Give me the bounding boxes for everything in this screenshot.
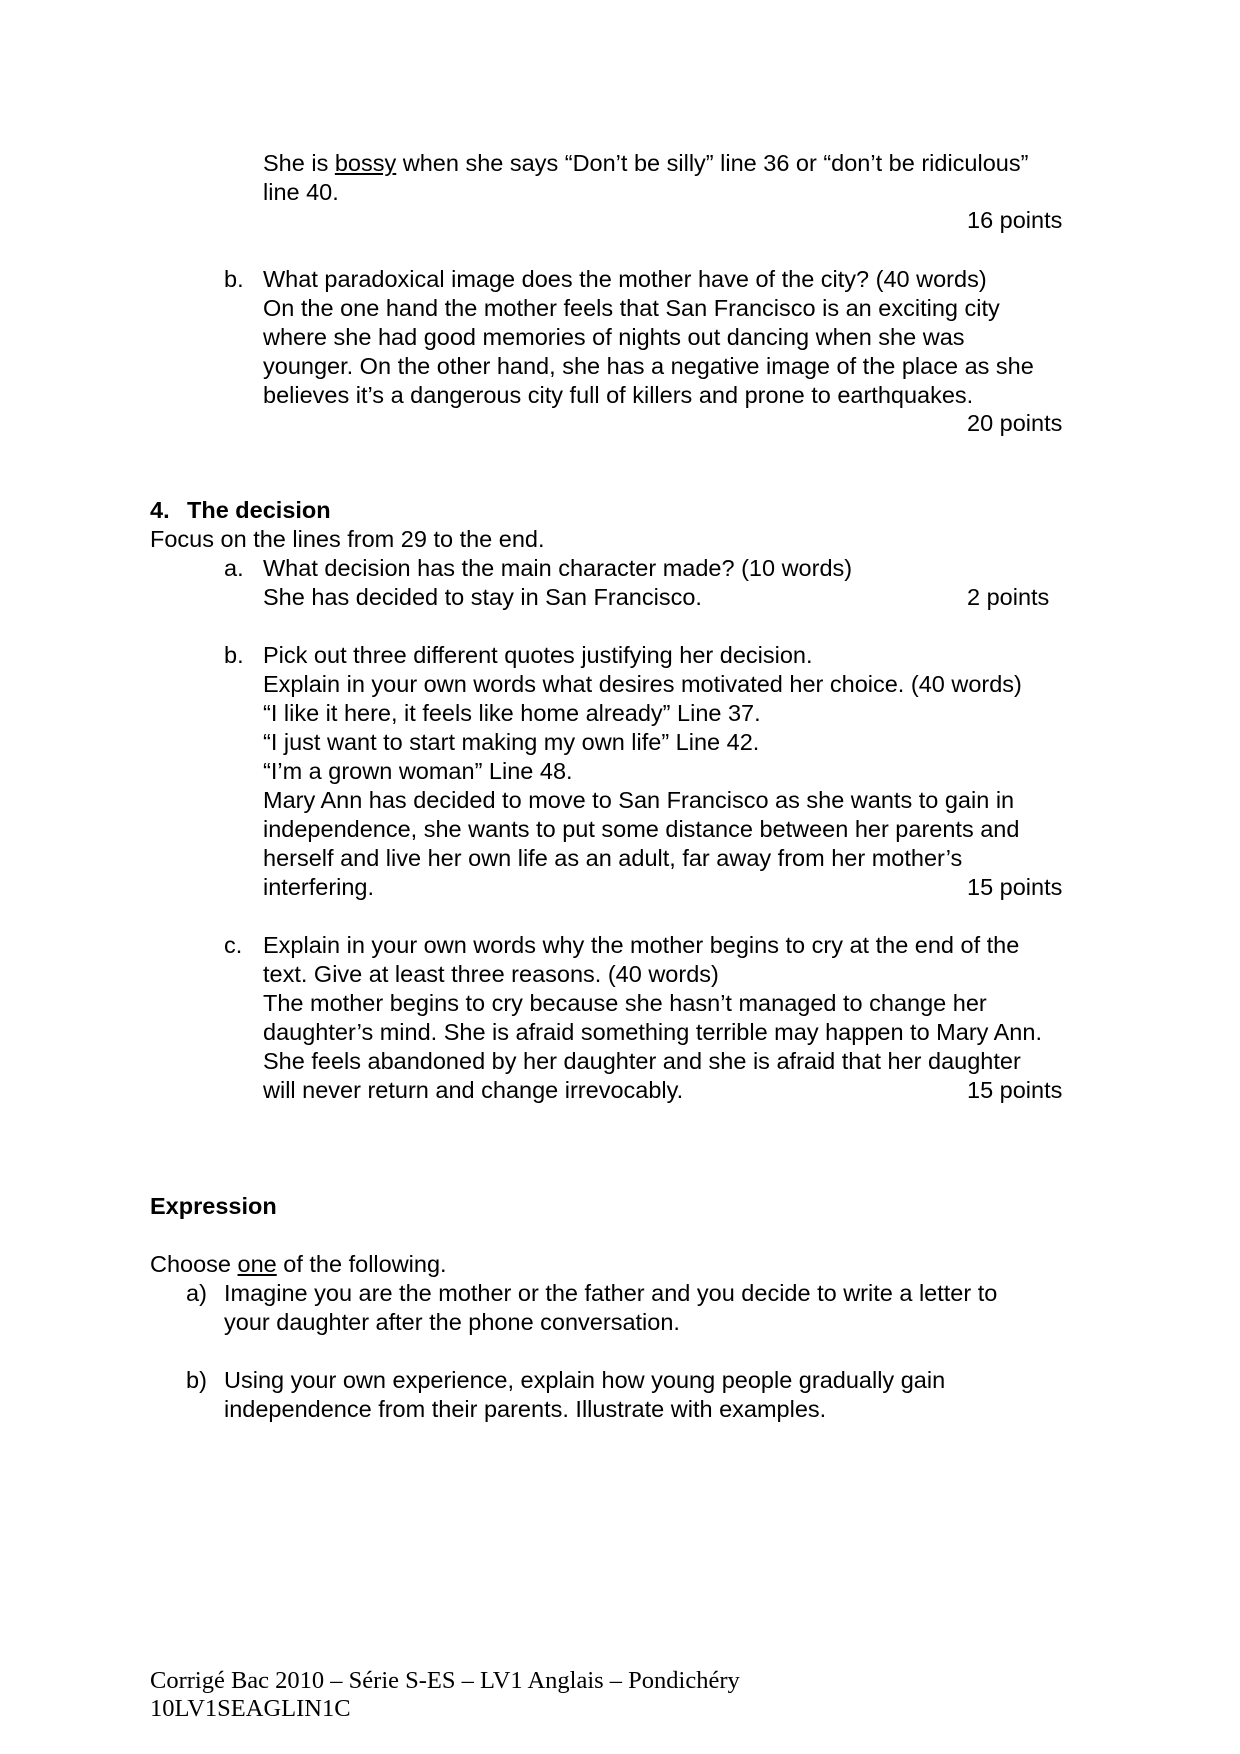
question-text: What paradoxical image does the mother have of the city? (40 words): [263, 266, 987, 292]
question-text: Explain in your own words why the mother begins to cry at the end of the: [263, 932, 1020, 958]
points-label: 16 points: [967, 207, 1063, 233]
section-number: 4.: [150, 497, 170, 523]
question-label: a.: [224, 555, 244, 581]
answer-line: will never return and change irrevocably.: [263, 1077, 684, 1103]
quote-line: “I’m a grown woman” Line 48.: [263, 758, 573, 784]
section-instruction: Focus on the lines from 29 to the end.: [150, 526, 545, 552]
points-label: 15 points: [967, 1077, 1063, 1103]
points-label: 20 points: [967, 410, 1063, 436]
answer-line: She feels abandoned by her daughter and she is afraid that her daughter: [263, 1048, 1021, 1074]
answer-line: believes it’s a dangerous city full of killers and prone to earthquakes.: [263, 382, 974, 408]
option-label: a): [186, 1280, 207, 1306]
question-label: b.: [224, 266, 244, 292]
option-label: b): [186, 1367, 207, 1393]
question-label: c.: [224, 932, 243, 958]
answer-line: She is bossy when she says “Don’t be silly” line 36 or “don’t be ridiculous”: [263, 150, 1029, 176]
underlined-word: one: [237, 1251, 277, 1277]
section-title: The decision: [187, 497, 331, 523]
section-instruction: Choose one of the following.: [150, 1251, 447, 1277]
footer-code: 10LV1SEAGLIN1C: [150, 1695, 351, 1722]
question-text: What decision has the main character made? (10 words): [263, 555, 853, 581]
section-title: Expression: [150, 1193, 277, 1219]
option-text: your daughter after the phone conversation.: [224, 1309, 680, 1335]
question-text: text. Give at least three reasons. (40 words): [263, 961, 719, 987]
answer-line: independence, she wants to put some distance between her parents and: [263, 816, 1020, 842]
option-text: Using your own experience, explain how young people gradually gain: [224, 1367, 946, 1393]
answer-line: line 40.: [263, 179, 339, 205]
underlined-word: bossy: [334, 150, 397, 176]
answer-line: where she had good memories of nights out dancing when she was: [263, 324, 965, 350]
option-text: Imagine you are the mother or the father and you decide to write a letter to: [224, 1280, 998, 1306]
answer-line: Mary Ann has decided to move to San Francisco as she wants to gain in: [263, 787, 1015, 813]
quote-line: “I just want to start making my own life” Line 42.: [263, 729, 760, 755]
answer-line: On the one hand the mother feels that San Francisco is an exciting city: [263, 295, 1000, 321]
question-text: Pick out three different quotes justifying her decision.: [263, 642, 813, 668]
option-text: independence from their parents. Illustrate with examples.: [224, 1396, 827, 1422]
answer-line: The mother begins to cry because she hasn’t managed to change her: [263, 990, 987, 1016]
quote-line: “I like it here, it feels like home already” Line 37.: [263, 700, 761, 726]
points-label: 2 points: [967, 584, 1050, 610]
answer-line: She has decided to stay in San Francisco.: [263, 584, 702, 610]
answer-line: herself and live her own life as an adult, far away from her mother’s: [263, 845, 963, 871]
footer-line: Corrigé Bac 2010 – Série S-ES – LV1 Anglais – Pondichéry: [150, 1667, 740, 1694]
answer-line: younger. On the other hand, she has a negative image of the place as she: [263, 353, 1034, 379]
question-label: b.: [224, 642, 244, 668]
points-label: 15 points: [967, 874, 1063, 900]
question-text: Explain in your own words what desires motivated her choice. (40 words): [263, 671, 1022, 697]
answer-line: daughter’s mind. She is afraid something terrible may happen to Mary Ann.: [263, 1019, 1042, 1045]
answer-line: interfering.: [263, 874, 375, 900]
